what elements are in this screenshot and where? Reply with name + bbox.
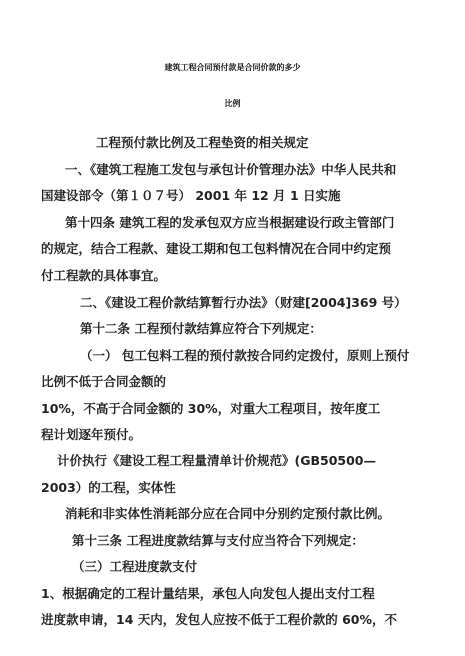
document-title-line-1: 建筑工程合同预付款是合同价款的多少 bbox=[164, 63, 301, 72]
paragraph-line: 2003）的工程，实体性 bbox=[41, 480, 176, 495]
paragraph-line: 国建设部令（第１０７号） 2001 年 12 月 1 日实施 bbox=[41, 188, 341, 203]
paragraph-line: 二、《建设工程价款结算暂行办法》（财建[2004]369 号） bbox=[80, 295, 407, 310]
paragraph-line: 程计划逐年预付。 bbox=[41, 427, 142, 442]
paragraph-line: 比例不低于合同金额的 bbox=[41, 374, 167, 389]
document-title-line-2: 比例 bbox=[224, 99, 241, 108]
subtitle: 工程预付款比例及工程垫资的相关规定 bbox=[96, 135, 309, 150]
paragraph-line: 第十三条 工程进度款结算与支付应当符合下列规定： bbox=[72, 533, 364, 548]
paragraph-line: 第十四条 建筑工程的发承包双方应当根据建设行政主管部门 bbox=[65, 215, 395, 230]
paragraph-line: （三）工程进度款支付 bbox=[72, 559, 198, 574]
paragraph-line: 付工程款的具体事宜。 bbox=[41, 268, 167, 283]
paragraph-line: 1、根据确定的工程计量结果，承包人向发包人提出支付工程 bbox=[41, 586, 375, 601]
paragraph-line: 计价执行《建设工程工程量清单计价规范》(GB50500— bbox=[57, 453, 376, 468]
paragraph-line: 进度款申请，14 天内，发包人应按不低于工程价款的 60%，不 bbox=[41, 612, 398, 627]
paragraph-line: 的规定，结合工程款、建设工期和包工包料情况在合同中约定预 bbox=[41, 241, 392, 256]
paragraph-line: 10%，不高于合同金额的 30%，对重大工程项目，按年度工 bbox=[41, 401, 381, 416]
paragraph-line: 消耗和非实体性消耗部分应在合同中分别约定预付款比例。 bbox=[65, 506, 391, 521]
paragraph-line: 第十二条 工程预付款结算应符合下列规定： bbox=[80, 321, 322, 336]
paragraph-line: 一、《建筑工程施工发包与承包计价管理办法》中华人民共和 bbox=[65, 162, 397, 177]
paragraph-line: （一） 包工包料工程的预付款按合同约定拨付，原则上预付 bbox=[80, 348, 410, 363]
